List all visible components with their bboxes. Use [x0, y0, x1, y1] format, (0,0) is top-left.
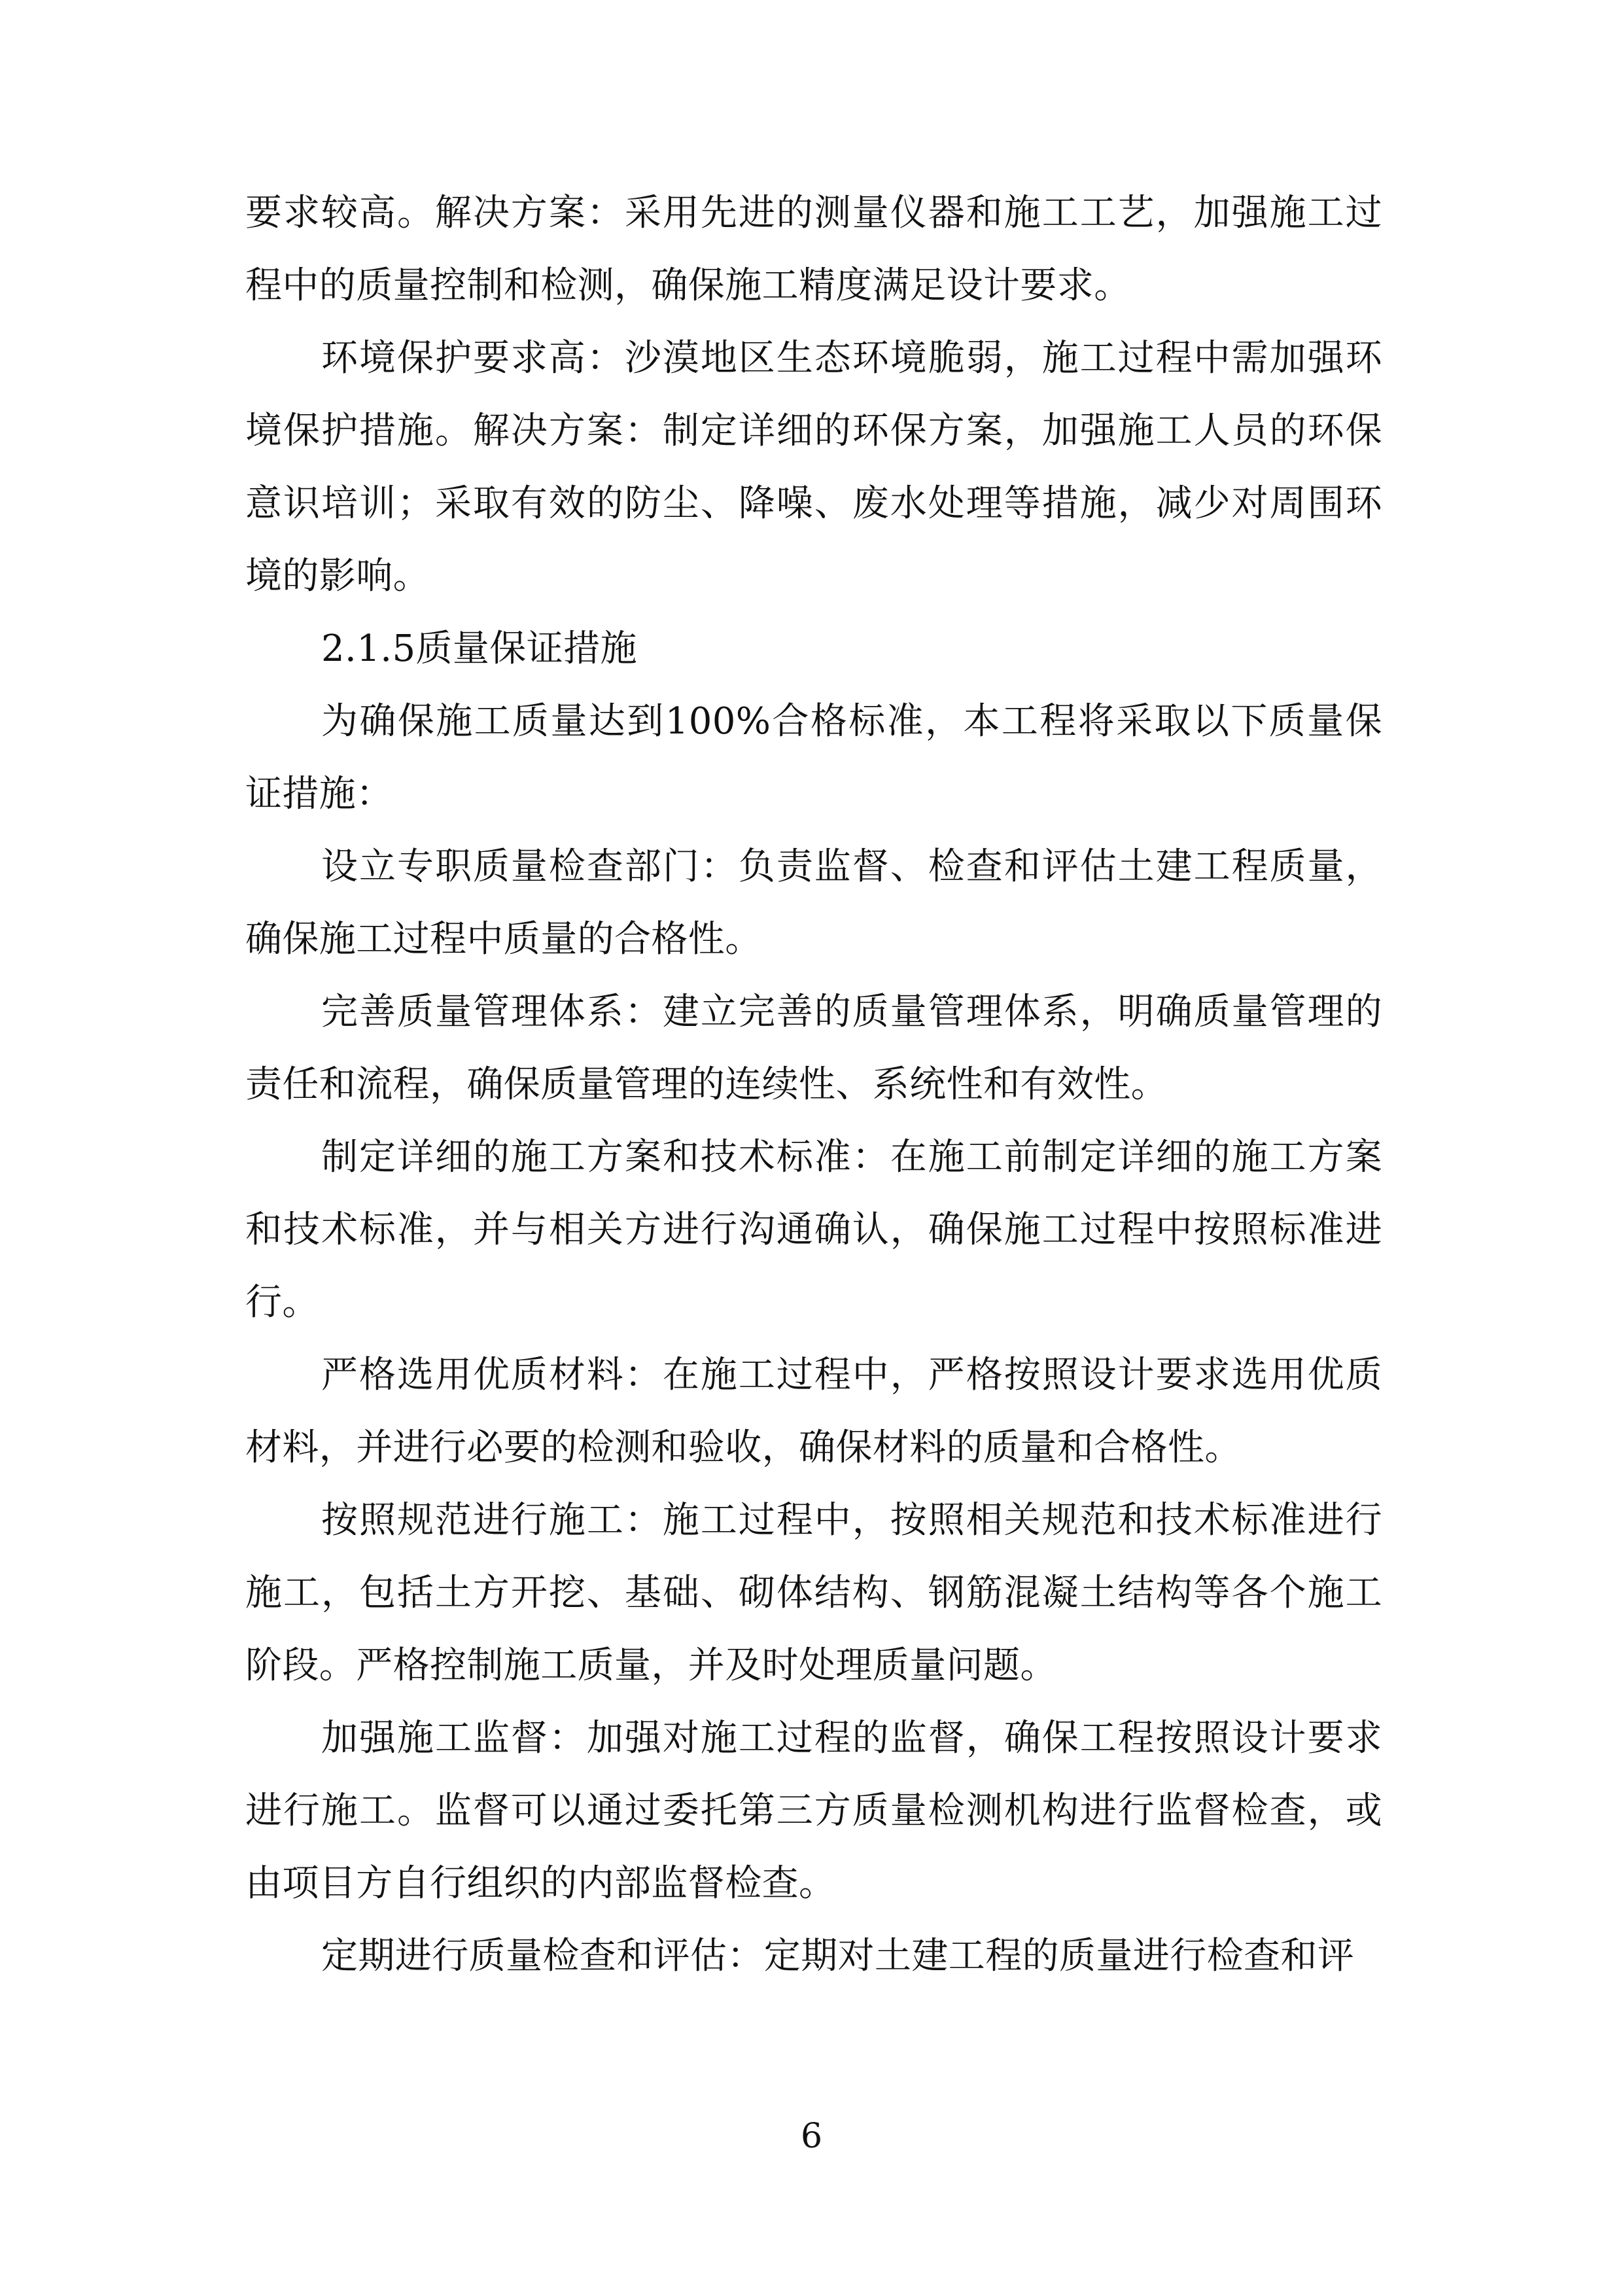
section-heading-quality-assurance: 2.1.5质量保证措施	[321, 627, 637, 670]
paragraph-quality-intro: 为确保施工质量达到100%合格标准，本工程将采取以下质量保证措施：	[245, 700, 1382, 815]
paragraph-construction-plan: 制定详细的施工方案和技术标准：在施工前制定详细的施工方案和技术标准，并与相关方进行沟通确认，确保施工过程中按照标准进行。	[245, 1136, 1382, 1324]
page-number: 6	[800, 2117, 823, 2156]
paragraph-periodic-inspection: 定期进行质量检查和评估：定期对土建工程的质量进行检查和评	[321, 1935, 1355, 1977]
paragraph-quality-system: 完善质量管理体系：建立完善的质量管理体系，明确质量管理的责任和流程，确保质量管理的连续性、系统性和有效性。	[245, 991, 1382, 1106]
document-body	[245, 177, 1382, 1992]
paragraph-standard-construction: 按照规范进行施工：施工过程中，按照相关规范和技术标准进行施工，包括土方开挖、基础、砌体结构、钢筋混凝土结构等各个施工阶段。严格控制施工质量，并及时处理质量问题。	[245, 1499, 1382, 1687]
paragraph-quality-department: 设立专职质量检查部门：负责监督、检查和评估土建工程质量，确保施工过程中质量的合格性。	[245, 845, 1382, 961]
paragraph-environmental-protection: 环境保护要求高：沙漠地区生态环境脆弱，施工过程中需加强环境保护措施。解决方案：制定详细的环保方案，加强施工人员的环保意识培训；采取有效的防尘、降噪、废水处理等措施，减少对周围环境的影响。	[245, 337, 1382, 597]
paragraph-material-selection: 严格选用优质材料：在施工过程中，严格按照设计要求选用优质材料，并进行必要的检测和验收，确保材料的质量和合格性。	[245, 1354, 1382, 1469]
paragraph-construction-supervision: 加强施工监督：加强对施工过程的监督，确保工程按照设计要求进行施工。监督可以通过委托第三方质量检测机构进行监督检查，或由项目方自行组织的内部监督检查。	[245, 1717, 1382, 1905]
paragraph-continuation: 要求较高。解决方案：采用先进的测量仪器和施工工艺，加强施工过程中的质量控制和检测，确保施工精度满足设计要求。	[245, 192, 1382, 307]
